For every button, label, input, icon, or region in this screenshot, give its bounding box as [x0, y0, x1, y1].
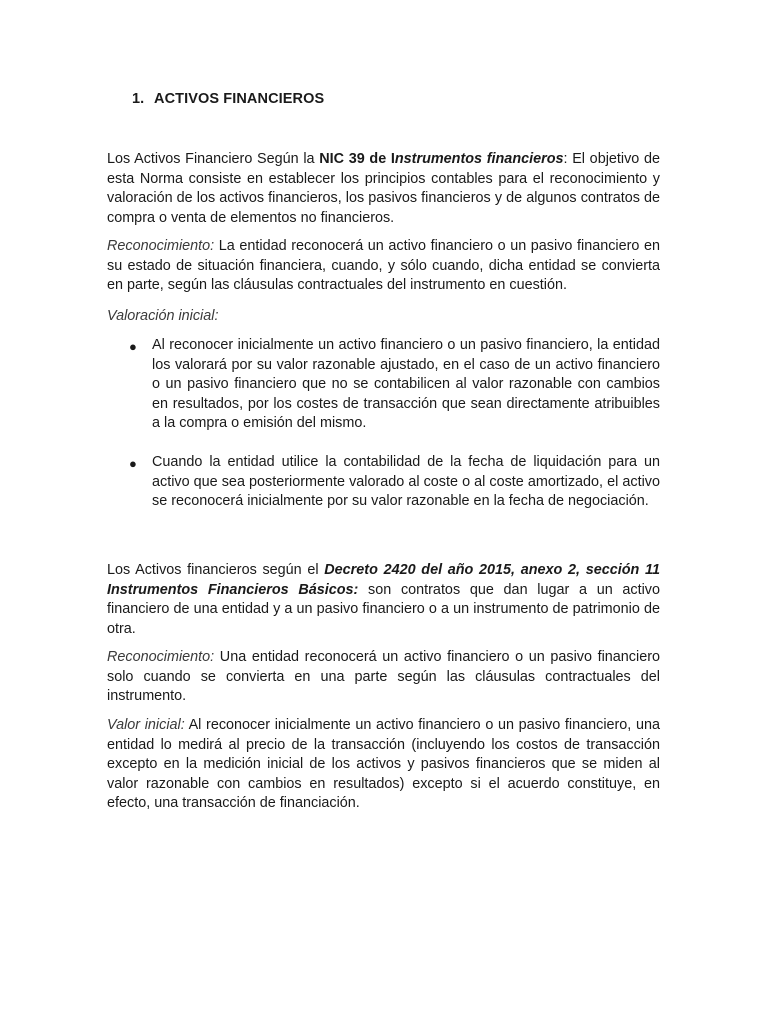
- bullet-text: Al reconocer inicialmente un activo financiero o un pasivo financiero, la entidad los valorará por su valor razonable ajustado, en el caso de un activo financiero o un pasivo financiero que no se contabilicen al valor razonable con cambios en resultados, por los costes de transacción que sean directamente atribuibles a la compra o emisión del mismo.: [152, 337, 660, 432]
- reconocimiento-label: Reconocimiento:: [107, 649, 215, 665]
- bullet-text: Cuando la entidad utilice la contabilidad de la fecha de liquidación para un activo que sea posteriormente valorado al coste o al coste amortizado, el activo se reconocerá inicialmente por su valor razonable en la fecha de negociación.: [152, 454, 660, 510]
- section-heading: [132, 91, 324, 107]
- paragraph-nic39-body: : El objetivo de esta Norma consiste en establecer los principios contables para el reconocimiento y valoración de los activos financieros, los pasivos financieros y de algunos contratos de compra o venta de elementos no financieros.: [107, 151, 660, 226]
- valoracion-inicial-label: Valoración inicial:: [107, 308, 219, 324]
- valor-inicial-text: Al reconocer inicialmente un activo financiero o un pasivo financiero, una entidad lo medirá al precio de la transacción (incluyendo los costos de transacción excepto en la medición inicial de los activos y pasivos financieros que se miden al valor razonable con cambios en resultados) excepto si el acuerdo constituye, en efecto, una transacción de financiación.: [107, 717, 660, 812]
- reconocimiento-text: La entidad reconocerá un activo financiero o un pasivo financiero en su estado de situación financiera, cuando, y sólo cuando, dicha entidad se convierta en parte, según las cláusulas contractuales del instrumento en cuestión.: [107, 238, 660, 294]
- paragraph-reconocimiento-decreto: [107, 648, 660, 707]
- nic39-reference: NIC 39 de I: [319, 151, 395, 167]
- paragraph-nic39-intro: Los Activos Financiero Según la: [107, 151, 320, 167]
- bullet-icon: ●: [129, 339, 137, 354]
- reconocimiento-label: Reconocimiento:: [107, 238, 215, 254]
- decreto-reference: Decreto 2420 del año 2015, anexo 2, sección 11 Instrumentos Financieros Básicos:: [107, 562, 660, 598]
- reconocimiento-text: Una entidad reconocerá un activo financiero o un pasivo financiero solo cuando se convierta en una parte según las cláusulas contractuales del instrumento.: [107, 649, 660, 705]
- paragraph-nic39: [107, 150, 660, 228]
- paragraph-valoracion-inicial: [107, 307, 660, 327]
- bullet-icon: ●: [129, 456, 137, 471]
- paragraph-decreto-body: son contratos que dan lugar a un activo financiero de una entidad y a un pasivo financiero o a un instrumento de patrimonio de otra.: [107, 581, 660, 637]
- section-title: ACTIVOS FINANCIEROS: [154, 91, 325, 107]
- paragraph-decreto-intro: Los Activos financieros según el: [107, 562, 325, 578]
- paragraph-reconocimiento-nic39: [107, 237, 660, 296]
- section-number: 1.: [132, 91, 145, 107]
- valor-inicial-label: Valor inicial:: [107, 717, 185, 733]
- nic39-reference-title: nstrumentos financieros: [394, 151, 564, 167]
- paragraph-valor-inicial: [107, 716, 660, 814]
- paragraph-decreto-2420: [107, 561, 660, 639]
